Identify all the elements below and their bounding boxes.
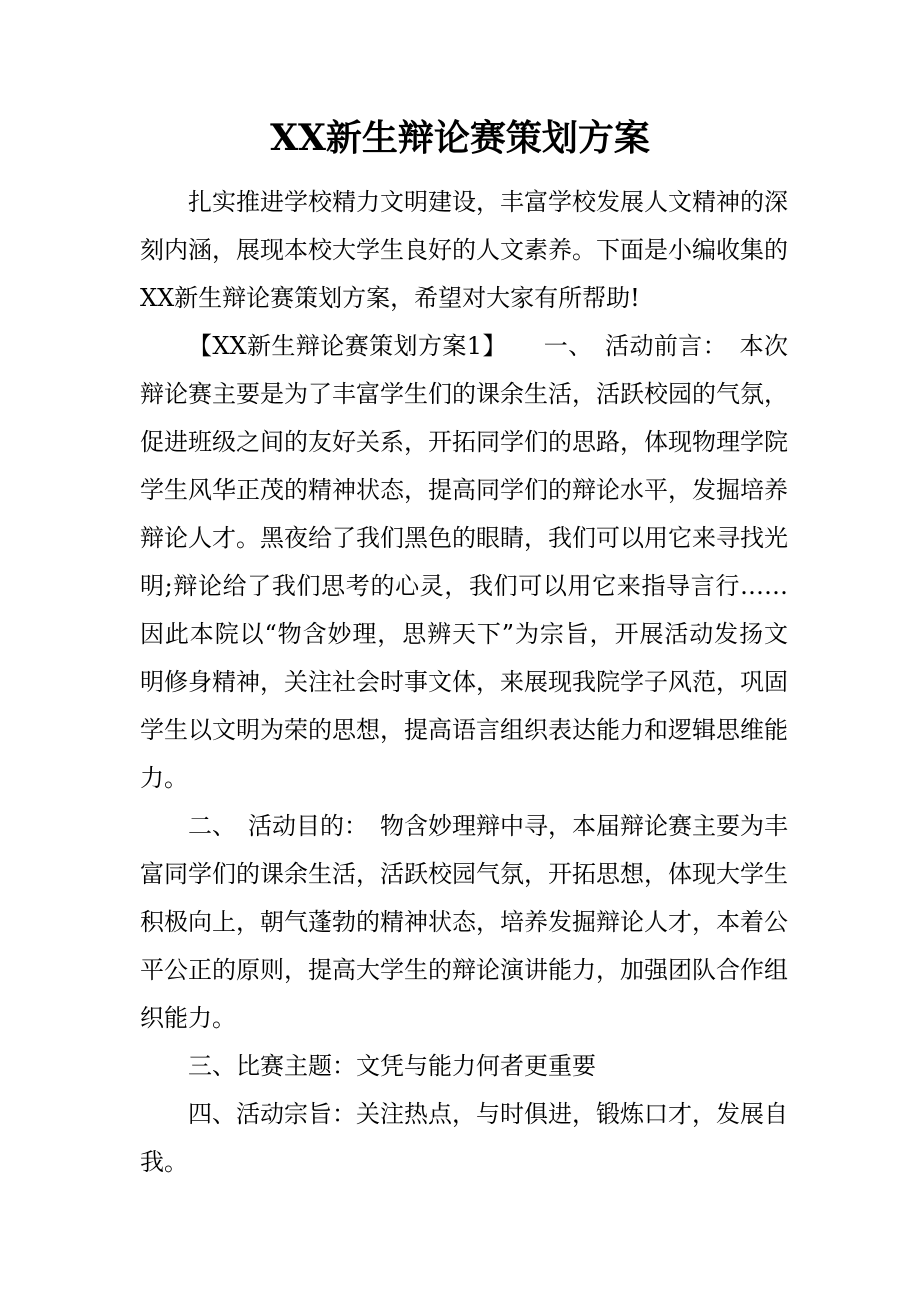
section-2-purpose-paragraph: 二、 活动目的： 物含妙理辩中寻，本届辩论赛主要为丰富同学们的课余生活，活跃校园气氛，开拓思想，体现大学生积极向上，朝气蓬勃的精神状态，培养发掘辩论人才，本着公平公正的原则，提高大学生的辩论演讲能力，加强团队合作组织能力。 <box>140 812 788 1032</box>
section-3-theme-paragraph: 三、比赛主题：文凭与能力何者更重要 <box>188 1052 596 1080</box>
document-title: XX新生辩论赛策划方案 <box>270 117 650 159</box>
intro-paragraph: 扎实推进学校精力文明建设，丰富学校发展人文精神的深刻内涵，展现本校大学生良好的人文素养。下面是小编收集的XX新生辩论赛策划方案，希望对大家有所帮助! <box>140 188 788 312</box>
section-4-tenet-paragraph: 四、活动宗旨：关注热点，与时俱进，锻炼口才，发展自我。 <box>140 1100 788 1176</box>
section-1-preface-paragraph: 【XX新生辩论赛策划方案1】 一、 活动前言： 本次辩论赛主要是为了丰富学生们的课余生活，活跃校园的气氛，促进班级之间的友好关系，开拓同学们的思路，体现物理学院学生风华正茂的精神状态，提高同学们的辩论水平，发掘培养辩论人才。黑夜给了我们黑色的眼睛，我们可以用它来寻找光明;辩论给了我们思考的心灵，我们可以用它来指导言行……因此本院以“物含妙理，思辨天下”为宗旨，开展活动发扬文明修身精神，关注社会时事文体，来展现我院学子风范，巩固学生以文明为荣的思想，提高语言组织表达能力和逻辑思维能力。 <box>140 332 788 792</box>
document-body <box>140 178 788 1186</box>
